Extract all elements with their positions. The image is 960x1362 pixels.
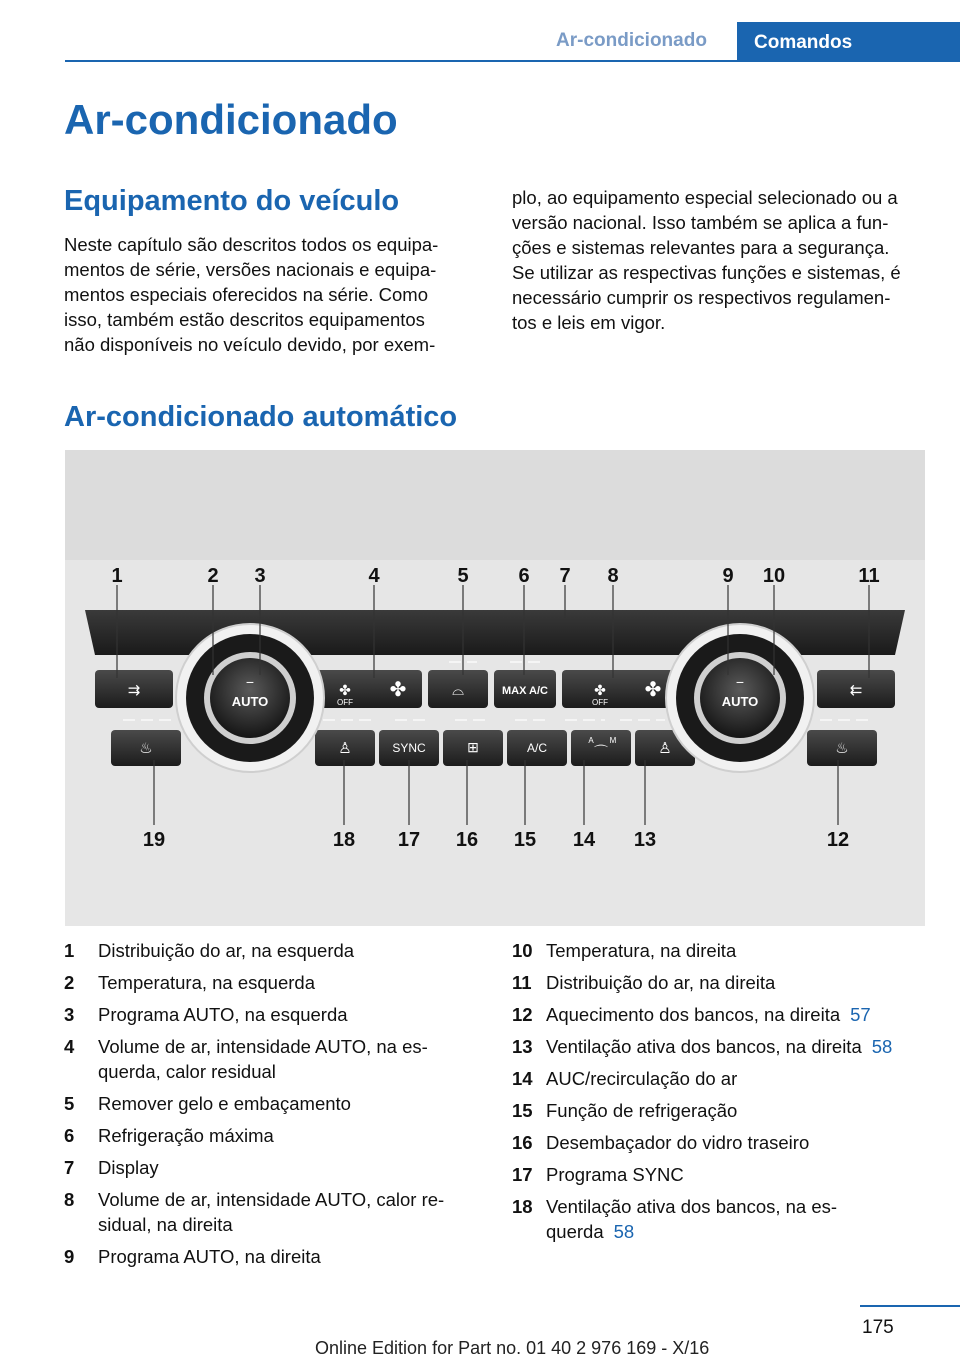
callout-12: 12 — [826, 829, 850, 851]
m-label: M — [609, 736, 617, 745]
legend-number: 11 — [512, 972, 532, 993]
callout-15: 15 — [513, 829, 537, 851]
list-item — [64, 1244, 504, 1269]
legend-number: 7 — [64, 1157, 75, 1178]
minus-left-label: − — [245, 674, 255, 690]
recirculation-icon: ⌒ — [594, 744, 608, 760]
windshield-defrost-icon: ⌓ — [452, 682, 464, 699]
legend-text: Programa AUTO, na esquerda — [98, 1004, 348, 1025]
callout-6: 6 — [518, 565, 530, 587]
legend-text: Remover gelo e embaçamento — [98, 1093, 351, 1114]
footer-divider — [860, 1305, 960, 1307]
legend-text: Ventilação ativa dos bancos, na direita — [546, 1036, 862, 1057]
minus-right-label: − — [735, 674, 745, 690]
legend-text: sidual, na direita — [98, 1214, 233, 1235]
list-item — [512, 1002, 952, 1027]
legend-number: 12 — [512, 1004, 533, 1025]
legend-number: 13 — [512, 1036, 533, 1057]
section-heading-auto-ac: Ar-condicionado automático — [64, 401, 458, 433]
legend-number: 14 — [512, 1068, 533, 1089]
legend-text: Desembaçador do vidro traseiro — [546, 1132, 810, 1153]
rear-defrost-icon: ⊞ — [467, 739, 479, 755]
legend-number: 2 — [64, 972, 75, 993]
seat-heating-icon: ♨ — [139, 740, 153, 757]
callout-7: 7 — [559, 565, 571, 587]
list-item — [512, 970, 952, 995]
legend-number: 6 — [64, 1125, 75, 1146]
list-item — [64, 1123, 504, 1148]
text-line: Se utilizar as respectivas funções e sistemas, é — [512, 262, 901, 283]
legend-number: 8 — [64, 1189, 75, 1210]
legend-number: 1 — [64, 940, 75, 961]
callout-14: 14 — [572, 829, 596, 851]
list-item — [64, 1034, 504, 1084]
header-tab-commands[interactable]: Comandos — [737, 22, 960, 62]
legend-text: Ventilação ativa dos bancos, na es‐ — [546, 1196, 838, 1217]
list-item — [512, 1162, 952, 1187]
off-left-label: OFF — [337, 698, 353, 707]
callout-8: 8 — [607, 565, 619, 587]
page-header — [0, 0, 960, 62]
legend-number: 18 — [512, 1196, 533, 1217]
air-distribution-icon: ⇉ — [127, 682, 141, 699]
callout-3: 3 — [254, 565, 266, 587]
seat-ventilation-icon: ♙ — [338, 740, 352, 757]
legend-text: Volume de ar, intensidade AUTO, calor re‐ — [98, 1189, 445, 1210]
legend-text: Programa SYNC — [546, 1164, 684, 1185]
legend-number: 5 — [64, 1093, 75, 1114]
legend-text: Refrigeração máxima — [98, 1125, 274, 1146]
fan-icon: ✤ — [594, 682, 606, 698]
legend-number: 3 — [64, 1004, 75, 1025]
legend-text: Temperatura, na esquerda — [98, 972, 315, 993]
legend-text: Distribuição do ar, na esquerda — [98, 940, 355, 961]
page-reference-link[interactable]: 58 — [613, 1221, 635, 1242]
section-heading-equipment: Equipamento do veículo — [64, 185, 400, 217]
text-line: versão nacional. Isso também se aplica a fun‐ — [512, 212, 889, 233]
text-line: tos e leis em vigor. — [512, 312, 666, 333]
legend-right — [512, 938, 952, 1251]
legend-number: 4 — [64, 1036, 75, 1057]
legend-left — [64, 938, 504, 1276]
legend-text: Temperatura, na direita — [546, 940, 737, 961]
auto-left-label: AUTO — [231, 694, 269, 709]
text-line: mentos especiais oferecidos na série. Como — [64, 284, 429, 305]
fan-icon: ✤ — [389, 679, 407, 701]
legend-text: Display — [98, 1157, 159, 1178]
text-line: plo, ao equipamento especial selecionado ou a — [512, 187, 898, 208]
legend-number: 9 — [64, 1246, 75, 1267]
legend-text: Função de refrigeração — [546, 1100, 738, 1121]
ac-panel-illustration — [65, 450, 925, 926]
callout-17: 17 — [397, 829, 421, 851]
callout-11: 11 — [858, 565, 880, 587]
text-line: não disponíveis no veículo devido, por exem‐ — [64, 334, 436, 355]
list-item — [64, 1155, 504, 1180]
list-item — [64, 970, 504, 995]
ac-label: A/C — [526, 741, 548, 755]
legend-text: Volume de ar, intensidade AUTO, na es‐ — [98, 1036, 428, 1057]
fan-icon: ✤ — [339, 682, 351, 698]
callout-1: 1 — [111, 565, 123, 587]
list-item — [64, 1091, 504, 1116]
legend-text: Distribuição do ar, na direita — [546, 972, 776, 993]
callout-9: 9 — [722, 565, 734, 587]
page-number: 175 — [862, 1317, 894, 1338]
sync-label: SYNC — [392, 741, 426, 755]
list-item — [64, 1002, 504, 1027]
intro-text-right — [512, 185, 932, 335]
callout-2: 2 — [207, 565, 219, 587]
header-section-label: Ar-condicionado — [556, 30, 707, 51]
text-line: mentos de série, versões nacionais e equipa‐ — [64, 259, 437, 280]
list-item — [512, 1066, 952, 1091]
list-item — [64, 938, 504, 963]
legend-number: 10 — [512, 940, 533, 961]
callout-5: 5 — [457, 565, 469, 587]
list-item — [512, 938, 952, 963]
air-distribution-icon: ⇇ — [849, 682, 863, 699]
page-reference-link[interactable]: 57 — [850, 1004, 871, 1025]
a-label: A — [588, 736, 594, 745]
callout-19: 19 — [142, 829, 166, 851]
list-item — [512, 1098, 952, 1123]
list-item — [512, 1130, 952, 1155]
list-item — [512, 1034, 952, 1059]
max-ac-label: MAX A/C — [501, 685, 549, 697]
text-line: necessário cumprir os respectivos regulamen‐ — [512, 287, 891, 308]
intro-text-left — [64, 232, 484, 357]
legend-text: querda — [546, 1221, 604, 1242]
legend-text: AUC/recirculação do ar — [546, 1068, 738, 1089]
legend-text: querda, calor residual — [98, 1061, 276, 1082]
fan-icon: ✤ — [644, 679, 662, 701]
text-line: Neste capítulo são descritos todos os equipa‐ — [64, 234, 439, 255]
callout-18: 18 — [332, 829, 356, 851]
page-reference-link[interactable]: 58 — [871, 1036, 893, 1057]
callout-4: 4 — [368, 565, 380, 587]
legend-number: 15 — [512, 1100, 533, 1121]
list-item — [512, 1194, 952, 1244]
list-item — [64, 1187, 504, 1237]
legend-text: Aquecimento dos bancos, na direita — [546, 1004, 841, 1025]
seat-heating-icon: ♨ — [835, 740, 849, 757]
ac-control-panel-figure — [65, 450, 925, 926]
auto-right-label: AUTO — [721, 694, 759, 709]
legend-text: Programa AUTO, na direita — [98, 1246, 321, 1267]
off-right-label: OFF — [592, 698, 608, 707]
callout-13: 13 — [633, 829, 657, 851]
callout-16: 16 — [455, 829, 479, 851]
text-line: ções e sistemas relevantes para a segurança. — [512, 237, 890, 258]
seat-ventilation-icon: ♙ — [658, 740, 672, 757]
legend-number: 17 — [512, 1164, 533, 1185]
page-title: Ar-condicionado — [64, 96, 398, 143]
text-line: isso, também estão descritos equipamentos — [64, 309, 425, 330]
legend-number: 16 — [512, 1132, 533, 1153]
footer-edition: Online Edition for Part no. 01 40 2 976 169 - X/16 — [315, 1338, 710, 1358]
header-divider — [65, 60, 960, 62]
callout-10: 10 — [762, 565, 786, 587]
